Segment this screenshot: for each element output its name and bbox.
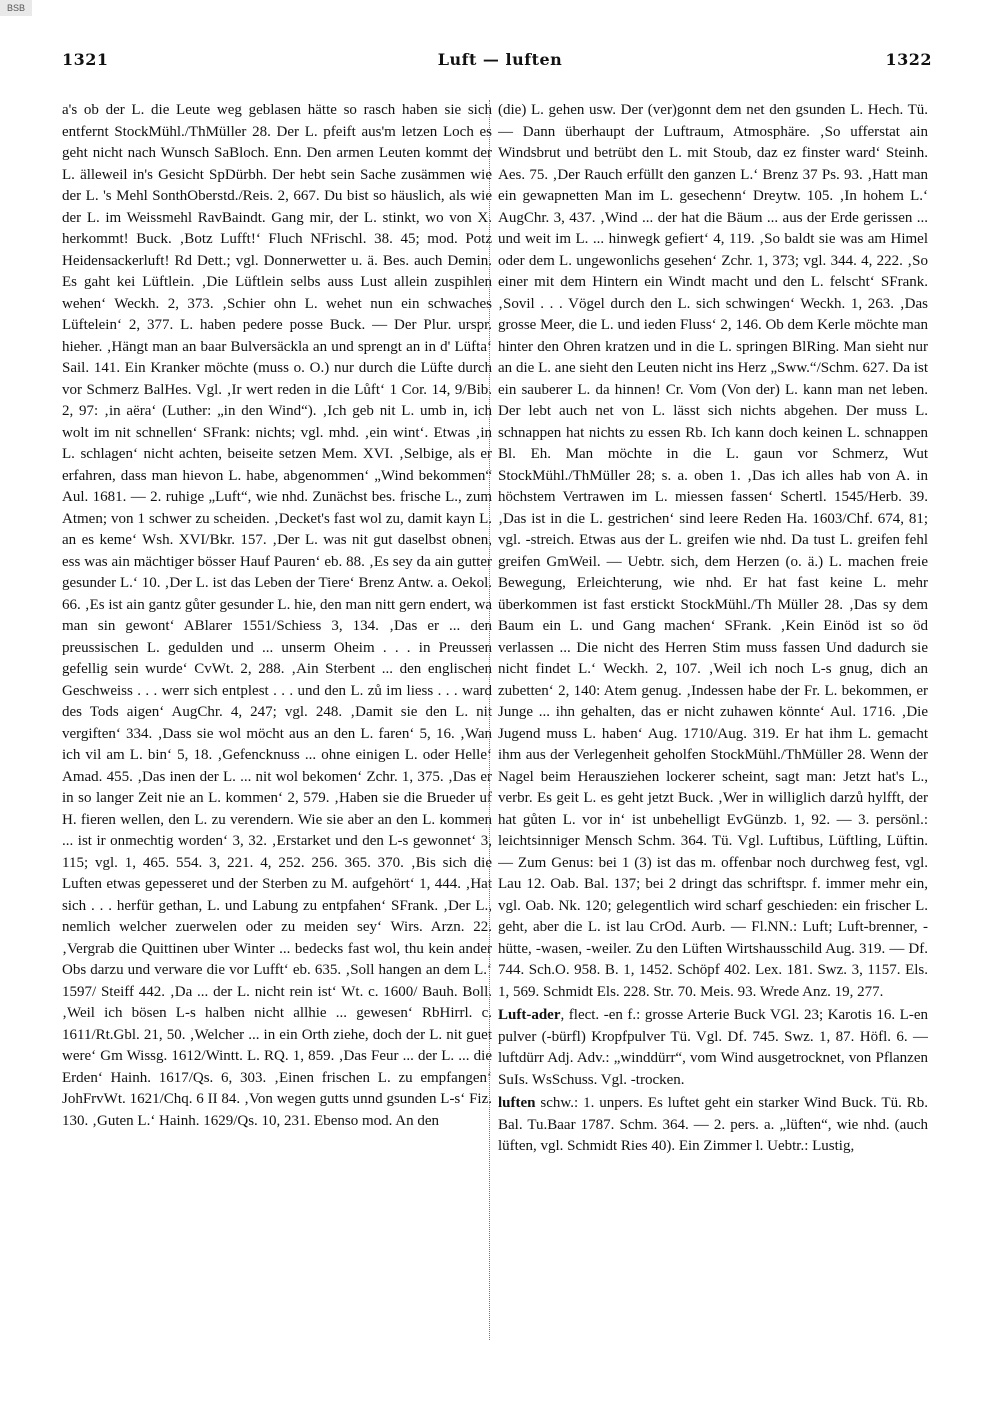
column-divider <box>489 100 490 1340</box>
entry-luften <box>498 1093 928 1158</box>
entry-luft-ader-body: , flect. -en f.: grosse Arterie Buck VGl. 23; Karotis 16. L-en pulver (-bürfl) Kropfpulver Tü. Vgl. Df. 745. Swz. 1, 87. Höfl. 6. — luftdürr Adj. Adv.: „winddürr“, vom Wind ausgetrocknet, von Pflanzen SuIs. WsSchuss. Vgl. -trocken. <box>498 1007 928 1088</box>
left-column <box>62 100 492 1400</box>
lemma-luft-ader: Luft-ader <box>498 1007 561 1023</box>
entry-luft-ader <box>498 1005 928 1091</box>
running-title: Luft — luften <box>437 50 563 69</box>
entry-luften-body: schw.: 1. unpers. Es luftet geht ein starker Wind Buck. Tü. Rb. Bal. Tu.Baar 1787. Schm. 364. — 2. pers. a. „lüften“, wie nhd. (auch lüften, vgl. Schmidt Ries 40). Ein Zimmer l. Uebtr.: Lustig, <box>498 1095 928 1154</box>
library-stamp: BSB <box>0 0 32 16</box>
page-number-left: 1321 <box>62 50 109 69</box>
right-column <box>498 100 928 1400</box>
lemma-luften: luften <box>498 1095 536 1111</box>
entry-luft-continued: (die) L. gehen usw. Der (ver)gonnt dem net den gsunden L. Hech. Tü. — Dann überhaupt der Luftraum, Atmosphäre. ‚So ufferstat ain Windsbrut und betrübt den L. mit Stoub, daz ez finster ward‘ Steinh. Aes. 75. ‚Der Rauch erfüllt den ganzen L.‘ Brenz 37 Ps. 93. ‚Hatt man ein gewapnetten Man im L. gesechenn‘ Dreytw. 105. ‚In hohem L.‘ AugChr. 3, 437. ‚Wind ... der hat die Bäum ... aus der Erde gerissen ... und weit im L. ... hinwegk gefiert‘ 4, 119. ‚So baldt sie was am Himel oder dem L. ungewonlichs gesehen‘ Zchr. 1, 373; vgl. 344. 4, 222. ‚So einer mit dem Hintern ein Windt macht und den L. felscht‘ SFrank. ‚Sovil . . . Vögel durch den L. sich schwingen‘ Weckh. 1, 263. ‚Das grosse Meer, die L. und ieden Fluss‘ 2, 146. Ob dem Kerle möchte man hinter den Ohren kratzen und in die L. springen BlRing. Man sieht nur an die L. ane sieht den Leuten nicht ins Herz „Sww.“/Schm. 627. Da ist ein sauberer L. da hinnen! Cr. Vom (Von der) L. kann man net leben. Der lebt auch net von L. lässt sich nichts abgehen. Der muss L. schnappen hat nichts zu essen Rb. Ich kann doch keinen L. schnappen Bl. Eh. Man möchte in die L. gaun vor Schmerz, Wut StockMühl./ThMüller 28; s. a. oben 1. ‚Das ich alles hab von A. in höchstem Vertrawen im L. miessen fassen‘ Schertl. 1545/Herb. 39. ‚Das ist in die L. gestrichen‘ sind leere Reden Ha. 1603/Chf. 674, 81; vgl. -streich. Etwas aus der L. greifen wie nhd. Da tust L. greifen fehl greifen GmWeil. — Uebtr. sich, dem Herzen (o. ä.) L. machen freie Bewegung, Erleichterung, wie nhd. Er hat fast keine L. mehr überkommen ist fast erstickt StockMühl./Th Müller 28. ‚Das sy dem Baum ein L. und Gang machen‘ SFrank. ‚Kein Einöd ist so öd verlassen ... Die nicht des Herren Stim muss fassen Und dadurch sie nicht findet L.‘ Weckh. 2, 107. ‚Weil ich noch L-s gnug, dich an zubetten‘ 2, 140: Atem genug. ‚Indessen habe der Fr. L. bekommen, er Junge ... ihn gehalten, das er nicht zuhawen könnte‘ Aul. 1716. ‚Die Jugend muss L. haben‘ Aug. 1710/Aug. 319. Er hat ihm L. gemacht ihm aus der Verlegenheit geholfen StockMühl./ThMüller 28. Wenn der Nagel beim Herausziehen lockerer scheint, sagt man: Jetzt hat's L., verbr. Es geit L. es geht jetzt Buck. ‚Wer in williglich darzů hylfft, der hat gůten L. vor in‘ ist unbehelligt EvGünzb. 1, 92. — 3. persönl.: leichtsinniger Mensch Schm. 364. Tü. Vgl. Luftibus, Lüftling, Lüftin. — Zum Genus: bei 1 (3) ist das m. offenbar noch durchweg fest, vgl. Lau 12. Oab. Bal. 137; bei 2 dringt das schriftspr. f. immer mehr ein, vgl. Oab. Nk. 120; gelegentlich wird scharf geschieden: ein frischer L. geht, aber die L. ist lau CrOd. Aurb. — Fl.NN.: Luft; Luft-brenner, -hütte, -wasen, -weiler. Zu den Lüften Wirtshausschild Aug. 319. — Df. 744. Sch.O. 958. B. 1, 1452. Schöpf 402. Lex. 181. Swz. 3, 1157. Els. 1, 569. Schmidt Els. 228. Str. 70. Meis. 93. Wrede Anz. 19, 277. <box>498 102 928 1000</box>
left-column-text: a's ob der L. die Leute weg geblasen hätte so rasch haben sie sich entfernt StockMühl./ThMüller 28. Der L. pfeift aus'm letzen Loch es geht nicht nach Wunsch SaBloch. Enn. Den armen Leuten kommt der L. älleweil in's Gesicht SpDürbh. Der hebt sein Sache zusämmen wie der L. 's Mehl SonthOberstd./Reis. 2, 667. Du bist so häuslich, als wie der L. im Weissmehl RavBaindt. Gang mir, der L. stinkt, wo von X. herkommt! Buck. ‚Botz Lufft!‘ Fluch NFrischl. 38. 45; mod. Potz Heidensackerluft! Rd Dett.; vgl. Donnerwetter u. ä. Bes. auch Demin. Es gaht kei Lüftlein. ‚Die Lüftlein selbs auss Lust allein zuspihlen wehen‘ Weckh. 2, 373. ‚Schier ohn L. wehet nun ein schwaches Lüftelein‘ 2, 377. L. haben pedere posse Buck. — Der Plur. urspr. hieher. ‚Hängt man an baar Bulversäckla an und sprengt an in d' Lüfta‘ Sail. 141. Ein Kranker möchte (muss o. O.) nur durch die Lüfte durch vor Schmerz BalHes. Vgl. ‚Ir wert reden in die Lůft‘ 1 Cor. 14, 9/Bib. 2, 97: ‚in aëra‘ (Luther: „in den Wind“). ‚Ich geb nit L. umb in, ich wolt im nit schnellen‘ SFrank: nichts; vgl. mhd. ‚ein wint‘. Etwas ‚in L. schlagen‘ nicht achten, beiseite setzen Mem. XVI. ‚Selbige, als er erfahren, dass man hievon L. habe, abgenommen‘ „Wind bekommen“ Aul. 1681. — 2. ruhige „Luft“, wie nhd. Zunächst bes. frische L., zum Atmen; von 1 schwer zu scheiden. ‚Decket's fast wol zu, damit kayn L. an es keme‘ Wsh. XVI/Bkr. 157. ‚Der L. was nit gut daselbst obnen, ess was ain mächtiger bösser Hauf Pauren‘ eb. 88. ‚Es sey da ain gutter gesunder L.‘ 10. ‚Der L. ist das Leben der Tiere‘ Brenz Antw. a. Oekol. 66. ‚Es ist ain gantz gůter gesunder L. hie, den man nitt gern endert, wa man sin gewont‘ ABlarer 1551/Schiess 3, 134. ‚Das er ... den preussischen L. gedulden und ... unserm Oheim . . . in Preussen gefellig sein wurde‘ CvWt. 2, 288. ‚Ain Sterbent ... den englischen Geschweiss . . . werr sich entplest . . . und den L. zů im liess . . . ward des Tods aigen‘ AugChr. 4, 247; vgl. 248. ‚Damit sie den L. nit vergiften‘ 334. ‚Dass sie wol möcht aus an den L. faren‘ 5, 16. ‚Wan ich vil am L. bin‘ 5, 18. ‚Gefencknuss ... ohne einigen L. oder Helle‘ Amad. 455. ‚Das inen der L. ... nit wol bekomen‘ Zchr. 1, 375. ‚Das er in so langer Zeit nie an L. kommen‘ 2, 579. ‚Haben sie die Brueder uf H. fieren wellen, den L. zu verendern. Wie sie aber an den L. kommen ... ist ir onmechtig worden‘ 3, 32. ‚Erstarket und den L-s gewonnet‘ 3, 115; vgl. 1, 465. 554. 3, 221. 4, 252. 256. 365. 370. ‚Bis sich die Luften etwas gepesseret und der Sterben zu M. aufgehört‘ 1, 444. ‚Hat sich . . . herfür gethan, L. und Labung zu entpfahen‘ SFrank. ‚Der L., nemlich welcher zuerwelen oder zu meiden sey‘ Wirs. Arzn. 22. ‚Vergrab die Quittinen uber Winter ... bedecks fast wol, thu kein ander Obs darzu und verware die vor Lufft‘ eb. 635. ‚Soll hangen an dem L.‘ 1597/ Steiff 442. ‚Da ... der L. nicht rein ist‘ Wt. c. 1600/ Bauh. Boll. ‚Weil ich bösen L-s halben nicht allhie ... gewesen‘ RbHirrl. c. 1611/Rt.Gbl. 21, 50. ‚Welcher ... in ein Orth ziehe, doch der L. nit guet were‘ Gm Wissg. 1612/Wintt. L. RQ. 1, 859. ‚Das Feur ... der L. ... die Erden‘ Hainh. 1617/Qs. 6, 303. ‚Einen frischen L. zu empfangen‘ JohFrvWt. 1621/Chq. 6 II 84. ‚Von wegen gutts unnd gsunden L-s‘ Fiz. 130. ‚Guten L.‘ Hainh. 1629/Qs. 10, 231. Ebenso mod. An den <box>62 102 492 1129</box>
page-number-right: 1322 <box>885 50 932 69</box>
